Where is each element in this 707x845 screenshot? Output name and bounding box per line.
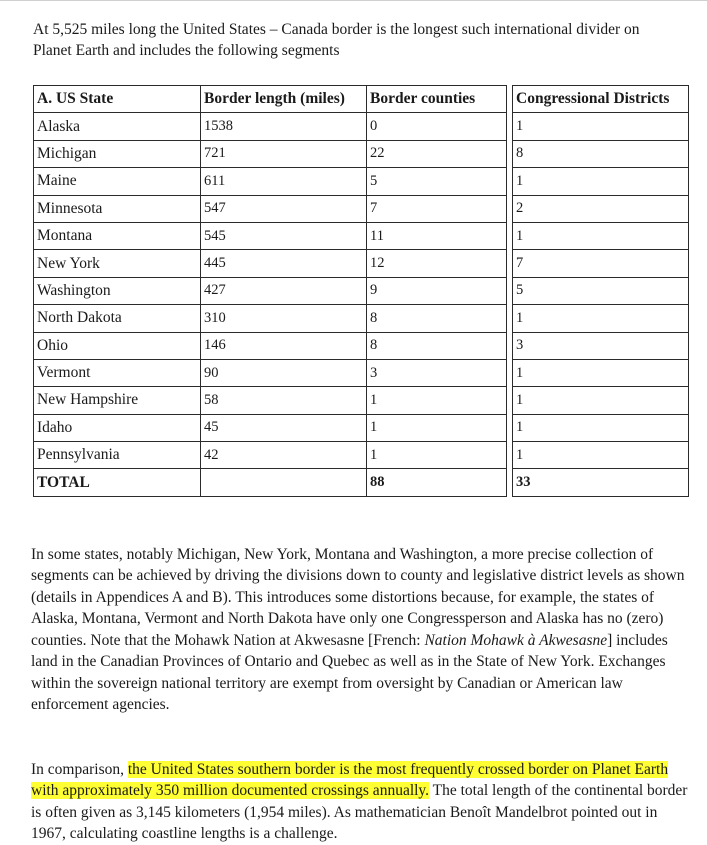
header-state: A. US State xyxy=(34,86,201,113)
border-length-cell: 1538 xyxy=(201,113,367,140)
table-row xyxy=(34,222,689,249)
table-row xyxy=(34,414,689,441)
border-counties-cell: 11 xyxy=(367,222,507,249)
table-row xyxy=(34,305,689,332)
total-label-cell: TOTAL xyxy=(34,469,201,496)
table-row xyxy=(34,195,689,222)
paragraph-text: In comparison, xyxy=(31,760,128,778)
congressional-districts-cell: 8 xyxy=(513,140,689,167)
border-counties-cell: 1 xyxy=(367,442,507,469)
border-counties-cell: 3 xyxy=(367,359,507,386)
state-cell: Montana xyxy=(34,222,201,249)
table-row xyxy=(34,277,689,304)
state-cell: Michigan xyxy=(34,140,201,167)
border-length-cell: 721 xyxy=(201,140,367,167)
state-cell: Vermont xyxy=(34,359,201,386)
table-row xyxy=(34,250,689,277)
border-counties-cell: 1 xyxy=(367,387,507,414)
paragraph-text: In some states, notably Michigan, New York, Montana and Washington, a more precise collection of segments can be achieved by driving the divisions down to county and legislative district levels as shown (details in Appendices A and B). This introduces some distortions because, for example, the states of Alaska, Montana, Vermont and North Dakota have only one Congressperson and Alaska has no (zero) counties. Note that the Mohawk Nation at Akwesasne [French: xyxy=(31,545,685,649)
state-cell: Idaho xyxy=(34,414,201,441)
paragraph-text: ] includes land in the Canadian Provinces of Ontario and Quebec as well as in the State of New York. Exchanges within the sovereign national territory are exempt from oversight by Canadian or American law enforcement agencies. xyxy=(31,631,668,713)
state-cell: Minnesota xyxy=(34,195,201,222)
border-counties-cell: 0 xyxy=(367,113,507,140)
border-counties-cell: 8 xyxy=(367,332,507,359)
congressional-districts-cell: 1 xyxy=(513,168,689,195)
border-counties-cell: 22 xyxy=(367,140,507,167)
state-cell: Maine xyxy=(34,168,201,195)
border-counties-cell: 8 xyxy=(367,305,507,332)
total-districts-cell: 33 xyxy=(513,469,689,496)
congressional-districts-cell: 3 xyxy=(513,332,689,359)
border-counties-cell: 12 xyxy=(367,250,507,277)
border-length-cell: 58 xyxy=(201,387,367,414)
paragraph-state-details xyxy=(31,544,691,716)
congressional-districts-cell: 1 xyxy=(513,414,689,441)
paragraph-southern-border xyxy=(31,759,691,845)
header-border-counties: Border counties xyxy=(367,86,507,113)
header-border-length: Border length (miles) xyxy=(201,86,367,113)
border-counties-cell: 1 xyxy=(367,414,507,441)
state-cell: Ohio xyxy=(34,332,201,359)
congressional-districts-cell: 1 xyxy=(513,359,689,386)
table-row xyxy=(34,168,689,195)
congressional-districts-cell: 1 xyxy=(513,113,689,140)
highlighted-text: the United States southern border is the most frequently crossed border on Planet Earth with approximately 350 million documented crossings annually. xyxy=(31,760,669,799)
table-body xyxy=(34,113,689,496)
state-cell: New York xyxy=(34,250,201,277)
border-counties-cell: 5 xyxy=(367,168,507,195)
table-row xyxy=(34,140,689,167)
state-cell: Pennsylvania xyxy=(34,442,201,469)
top-divider xyxy=(0,0,707,1)
border-counties-cell: 7 xyxy=(367,195,507,222)
border-length-cell: 42 xyxy=(201,442,367,469)
congressional-districts-cell: 2 xyxy=(513,195,689,222)
border-length-cell: 146 xyxy=(201,332,367,359)
total-length-cell xyxy=(201,469,367,496)
border-length-cell: 45 xyxy=(201,414,367,441)
border-length-cell: 545 xyxy=(201,222,367,249)
border-length-cell: 310 xyxy=(201,305,367,332)
border-length-cell: 90 xyxy=(201,359,367,386)
border-counties-cell: 9 xyxy=(367,277,507,304)
paragraph-text: The total length of the continental border is often given as 3,145 kilometers (1,954 miles). As mathematician Benoît Mandelbrot pointed out in 1967, calculating coastline lengths is a challenge. xyxy=(31,782,688,842)
state-cell: Alaska xyxy=(34,113,201,140)
state-cell: Washington xyxy=(34,277,201,304)
table-row xyxy=(34,359,689,386)
french-name-italic: Nation Mohawk à Akwesasne xyxy=(424,631,608,649)
state-cell: North Dakota xyxy=(34,305,201,332)
congressional-districts-cell: 7 xyxy=(513,250,689,277)
intro-paragraph: At 5,525 miles long the United States – Canada border is the longest such international divider on Planet Earth and includes the following segments xyxy=(33,20,640,59)
border-length-cell: 427 xyxy=(201,277,367,304)
table-row xyxy=(34,442,689,469)
total-row xyxy=(34,469,689,496)
header-congressional-districts: Congressional Districts xyxy=(513,86,689,113)
border-length-cell: 445 xyxy=(201,250,367,277)
table-row xyxy=(34,113,689,140)
border-length-cell: 547 xyxy=(201,195,367,222)
border-length-cell: 611 xyxy=(201,168,367,195)
congressional-districts-cell: 5 xyxy=(513,277,689,304)
total-counties-cell: 88 xyxy=(367,469,507,496)
congressional-districts-cell: 1 xyxy=(513,305,689,332)
congressional-districts-cell: 1 xyxy=(513,442,689,469)
state-cell: New Hampshire xyxy=(34,387,201,414)
congressional-districts-cell: 1 xyxy=(513,222,689,249)
table-row xyxy=(34,387,689,414)
border-segments-table xyxy=(33,85,689,497)
table-header-row xyxy=(34,86,689,113)
congressional-districts-cell: 1 xyxy=(513,387,689,414)
table-row xyxy=(34,332,689,359)
